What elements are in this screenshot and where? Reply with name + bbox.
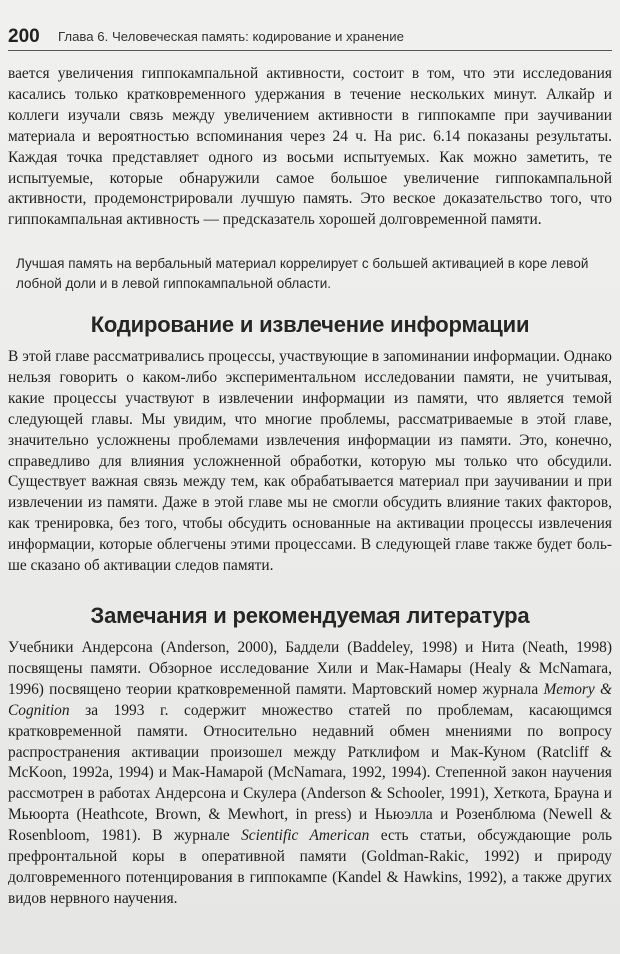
running-header xyxy=(8,26,612,51)
chapter-title: Глава 6. Человеческая память: кодирование и хранение xyxy=(58,29,404,44)
notes-text-part-2: за 1993 г. содержит множество статей по проблемам, касающимся кратковременной памяти. Относительно недавний обмен мнениями по вопросу распространения активации произошел между Ратклифом и Мак-Куном (Ratcliff & McKoon, 1992a, 1994) и Мак-Намарой (McNamara, 1992, 1994). Степенной закон научения рассмотрен в работах Андерсона и Скулера (Anderson & Schooler, 1991), Хеткота, Брауна и Мьюорта (Heathcote, Brown, & Mewhort, in press) и Ньюэлла и Розенблюма (Newell & Rosenbloom, 1981). В журнале xyxy=(8,701,612,845)
notes-text-part-1: Учебники Андерсона (Anderson, 2000), Баддели (Baddeley, 1998) и Нита (Neath, 1998) посвящены памяти. Обзорное исследование Хили и Мак-Намары (Healy & McNamara, 1996) посвящено теории кратковременной памяти. Мартовский номер журнала xyxy=(8,639,612,698)
section-heading-encoding-retrieval: Кодирование и извлечение информации xyxy=(90,312,530,337)
notes-text-part-3: есть статьи, обсуждающие роль префронтальной коры в оперативной памяти (Goldman-Rakic, 1992) и природу долговременного потенцирования в гиппокампе (Kandel & Hawkins, 1992), а также других видов нервного научения. xyxy=(8,827,613,907)
paragraph-intro: вается увеличения гиппокампальной активности, состоит в том, что эти исследования касались только кратковременного удержания в течение нескольких минут. Алкайр и коллеги изучали связь между увеличением активности в гиппокампе при заучивании материала и вероятностью вспоминания через 24 ч. На рис. 6.14 показаны результаты. Каждая точка представляет одного из восьми испытуемых. Как можно заметить, те испытуемые, которые обнаружили самое большое увеличение гиппокампальной активности, продемонстрировали лучшую память. Это веское доказательство того, что гиппокампальная активность — предсказатель хорошей долговременной памяти. xyxy=(8,65,612,229)
paragraph-encoding-retrieval: В этой главе рассматривались процессы, участвующие в запоминании информации. Однако нельзя говорить о каком-либо экспериментальном исследовании памяти, не учитывая, какие процессы участвуют в извлечении информации из памяти, что является темой следующей главы. Мы увидим, что многие проблемы, рассматриваемые в этой главе, значительно усложнены проблемами извлечения информации из памяти. Это, конечно, справедливо для влияния усложненной обработки, которую мы только что обсудили. Существует важная связь между тем, как обрабатывается материал при заучивании и при извлечении из памяти. Даже в этой главе мы не смогли обсудить влияние таких факторов, как тренировка, без того, чтобы обсудить основанные на активации процессы извлечения информации, которые облегчены этими процессами. В следующей главе также будет больше сказано об активации следов памяти. xyxy=(8,348,612,575)
journal-title-scientific-american: Scientific American xyxy=(241,827,370,845)
summary-statement: Лучшая память на вербальный материал коррелирует с большей активацией в коре левой лобной доли и в левой гиппокампальной области. xyxy=(16,256,589,291)
page-number: 200 xyxy=(8,26,40,47)
section-heading-notes: Замечания и рекомендуемая литература xyxy=(90,603,530,628)
paragraph-notes xyxy=(8,638,612,910)
journal-title-memory-cognition: Memory & Cognition xyxy=(8,680,612,719)
